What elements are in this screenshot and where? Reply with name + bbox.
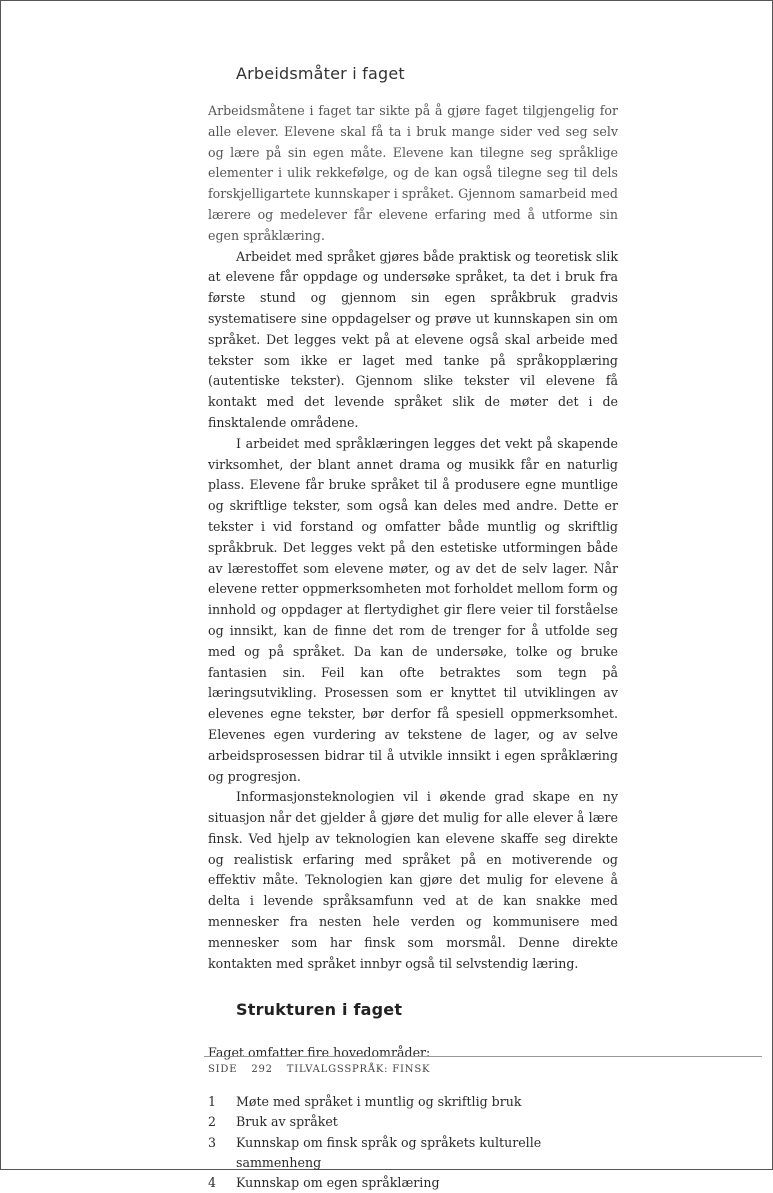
list-item-text: Kunnskap om egen språklæring	[236, 1175, 440, 1191]
footer-page-number: 292	[251, 1064, 273, 1075]
list-item-number: 4	[208, 1175, 217, 1191]
paragraph-3: I arbeidet med språklæringen legges det vekt på skapende virksomhet, der blant annet drama og musikk får en naturlig plass. Elevene får bruke språket til å produsere egne muntlige og skriftlige tekster, som også kan deles med andre. Dette er tekster i vid forstand og omfatter både muntlig og skriftlig språkbruk. Det legges vekt på den estetiske utformingen både av lærestoffet som elevene møter, og av det de selv lager. Når elevene retter oppmerksomheten mot forholdet mellom form og innhold og oppdager at flertydighet gir flere veier til forståelse og innsikt, kan de finne det rom de trenger for å utfolde seg med og på språket. Da kan de undersøke, tolke og bruke fantasien sin. Feil kan ofte betraktes som tegn på læringsutvikling. Prosessen som er knyttet til utviklingen av elevenes egne tekster, bør derfor få spesiell oppmerksomhet. Elevenes egen vurdering av tekstene de lager, og av selve arbeidsprosessen bidrar til å utvikle innsikt i egen språklæring og progresjon.	[208, 435, 618, 784]
list-item-text: Møte med språket i muntlig og skriftlig bruk	[236, 1094, 522, 1110]
list-item-number: 2	[208, 1114, 217, 1130]
footer-side-label: SIDE	[208, 1064, 238, 1075]
list-item-text: Kunnskap om finsk språk og språkets kulturelle sammenheng	[236, 1134, 542, 1170]
paragraph-2: Arbeidet med språket gjøres både praktisk og teoretisk slik at elevene får oppdage og undersøke språket, ta det i bruk fra første stund og gjennom sin egen språkbruk gradvis systematisere sine oppdagelser og prøve ut kunnskapen sin om språket. Det legges vekt på at elevene også skal arbeide med tekster som ikke er laget med tanke på språkopplæring (autentiske tekster). Gjennom slike tekster vil elevene få kontakt med det levende språket slik de møter det i de finsktalende områdene.	[208, 248, 618, 430]
list-item-text: Bruk av språket	[236, 1114, 338, 1130]
list-item	[208, 1112, 618, 1132]
intro-text: Faget omfatter fire hovedområder:	[208, 1045, 431, 1061]
paragraph-4: Informasjonsteknologien vil i økende grad skape en ny situasjon når det gjelder å gjøre det mulig for alle elever å lære finsk. Ved hjelp av teknologien kan elevene skaffe seg direkte og realistisk erfaring med språket på en motiverende og effektiv måte. Teknologien kan gjøre det mulig for elevene å delta i levende språksamfunn ved at de kan snakke med mennesker fra nesten hele verden og kommunisere med mennesker som har finsk som morsmål. Denne direkte kontakten med språket innbyr også til selvstendig læring.	[208, 789, 618, 971]
list-item-number: 3	[208, 1134, 217, 1150]
list-item	[208, 1092, 618, 1112]
heading-strukturen: Strukturen i faget	[236, 1000, 403, 1020]
list-item	[208, 1173, 618, 1193]
paragraph-1: Arbeidsmåtene i faget tar sikte på å gjøre faget tilgjengelig for alle elever. Elevene skal få ta i bruk mange sider ved seg selv og lære på sin egen måte. Elevene kan tilegne seg språklige elementer i ulik rekkefølge, og de kan også tilegne seg til dels forskjelligartete kunnskaper i språket. Gjennom samarbeid med lærere og medelever får elevene erfaring med å utforme sin egen språklæring.	[208, 103, 618, 243]
main-areas-list	[208, 1092, 618, 1193]
list-item-number: 1	[208, 1094, 217, 1110]
page-footer	[208, 1064, 440, 1075]
footer-subject: TILVALGSSPRÅK: FINSK	[286, 1064, 431, 1075]
list-item	[208, 1133, 618, 1173]
footer-rule	[204, 1056, 762, 1057]
page-content	[208, 64, 618, 1193]
heading-arbeidsmater: Arbeidsmåter i faget	[236, 64, 405, 83]
